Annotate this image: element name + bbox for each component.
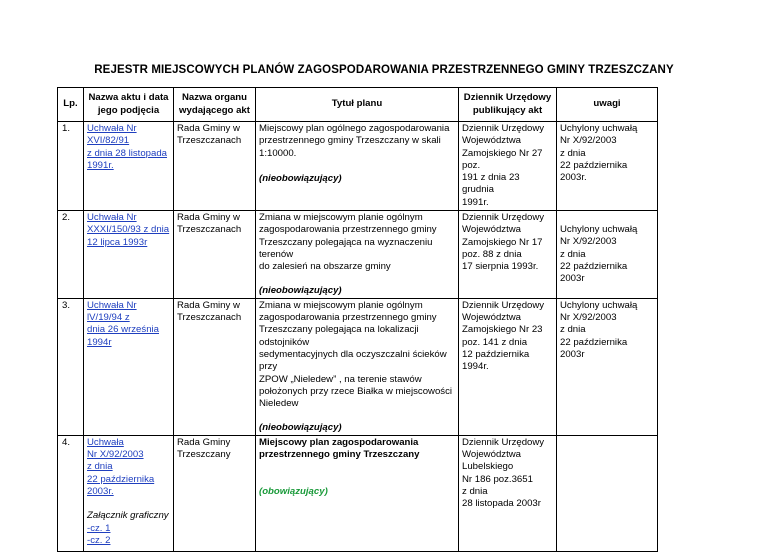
row-dziennik: Dziennik Urzędowy Województwa Zamojskiego Nr 23 poz. 141 z dnia 12 października 1994r.	[459, 298, 557, 435]
table-row	[58, 298, 658, 435]
status-label: (obowiązujący)	[259, 486, 328, 498]
row-uwagi	[557, 435, 658, 551]
row-organ: Rada Gminy Trzeszczany	[174, 435, 256, 551]
status-label: (nieobowiązujący)	[259, 421, 342, 433]
page-title: REJESTR MIEJSCOWYCH PLANÓW ZAGOSPODAROWANIA PRZESTRZENNEGO GMINY TRZESZCZANY	[94, 64, 674, 76]
row-organ: Rada Gminy w Trzeszczanach	[174, 211, 256, 299]
header-lp: Lp.	[58, 88, 84, 122]
row-uwagi: Uchylony uchwałą Nr X/92/2003 z dnia 22 października 2003r	[557, 298, 658, 435]
act-link[interactable]: Uchwała Nr lV/19/94 z dnia 26 września 1994r	[84, 298, 174, 435]
row-tytul: Miejscowy plan ogólnego zagospodarowania przestrzennego gminy Trzeszczany w skali 1:10000. (nieobowiązujący)	[256, 122, 459, 211]
row-tytul: Miejscowy plan zagospodarowania przestrzennego gminy Trzeszczany (obowiązujący)	[256, 435, 459, 551]
row-lp: 4.	[58, 435, 84, 551]
header-uwagi: uwagi	[557, 88, 658, 122]
act-link[interactable]: Uchwała Nr XXXI/150/93 z dnia 12 lipca 1993r	[84, 211, 174, 299]
table-row	[58, 122, 658, 211]
status-label: (nieobowiązujący)	[259, 172, 342, 184]
register-table	[57, 87, 658, 552]
table-row	[58, 211, 658, 299]
row-dziennik: Dziennik Urzędowy Województwa Zamojskiego Nr 27 poz. 191 z dnia 23 grudnia 1991r.	[459, 122, 557, 211]
row-uwagi: Uchylony uchwałą Nr X/92/2003 z dnia 22 października 2003r	[557, 211, 658, 299]
attachment-label: Załącznik graficzny	[87, 510, 169, 522]
status-label: (nieobowiązujący)	[259, 284, 342, 296]
row-lp: 1.	[58, 122, 84, 211]
header-organ: Nazwa organu wydającego akt	[174, 88, 256, 122]
row-organ: Rada Gminy w Trzeszczanach	[174, 298, 256, 435]
row-lp: 3.	[58, 298, 84, 435]
header-row	[58, 88, 658, 122]
row-dziennik: Dziennik Urzędowy Województwa Zamojskiego Nr 17 poz. 88 z dnia 17 sierpnia 1993r.	[459, 211, 557, 299]
act-link[interactable]: Uchwała Nr X/92/2003 z dnia 22 października 2003r. Załącznik graficzny -cz. 1 -cz. 2	[84, 435, 174, 551]
header-dziennik: Dziennik Urzędowy publikujący akt	[459, 88, 557, 122]
attachment-part-2-link[interactable]: -cz. 2	[87, 534, 111, 546]
attachment-part-1-link[interactable]: -cz. 1	[87, 522, 111, 534]
header-tytul: Tytuł planu	[256, 88, 459, 122]
row-dziennik: Dziennik Urzędowy Województwa Lubelskiego Nr 186 poz.3651 z dnia 28 listopada 2003r	[459, 435, 557, 551]
row-tytul: Zmiana w miejscowym planie ogólnym zagospodarowania przestrzennego gminy Trzeszczany polegająca na wyznaczeniu terenów do zalesień na obszarze gminy (nieobowiązujący)	[256, 211, 459, 299]
table-row	[58, 435, 658, 551]
row-tytul: Zmiana w miejscowym planie ogólnym zagospodarowania przestrzennego gminy Trzeszczany polegająca na lokalizacji odstojników sedymentacyjnych dla oczyszczalni ścieków przy ZPOW „Nieledew” , na terenie stawów położonych przy rzece Białka w miejscowości Nieledew (nieobowiązujący)	[256, 298, 459, 435]
row-lp: 2.	[58, 211, 84, 299]
header-akt: Nazwa aktu i data jego podjęcia	[84, 88, 174, 122]
row-uwagi: Uchylony uchwałą Nr X/92/2003 z dnia 22 października 2003r.	[557, 122, 658, 211]
act-link[interactable]: Uchwała Nr XVI/82/91 z dnia 28 listopada 1991r.	[84, 122, 174, 211]
row-organ: Rada Gminy w Trzeszczanach	[174, 122, 256, 211]
